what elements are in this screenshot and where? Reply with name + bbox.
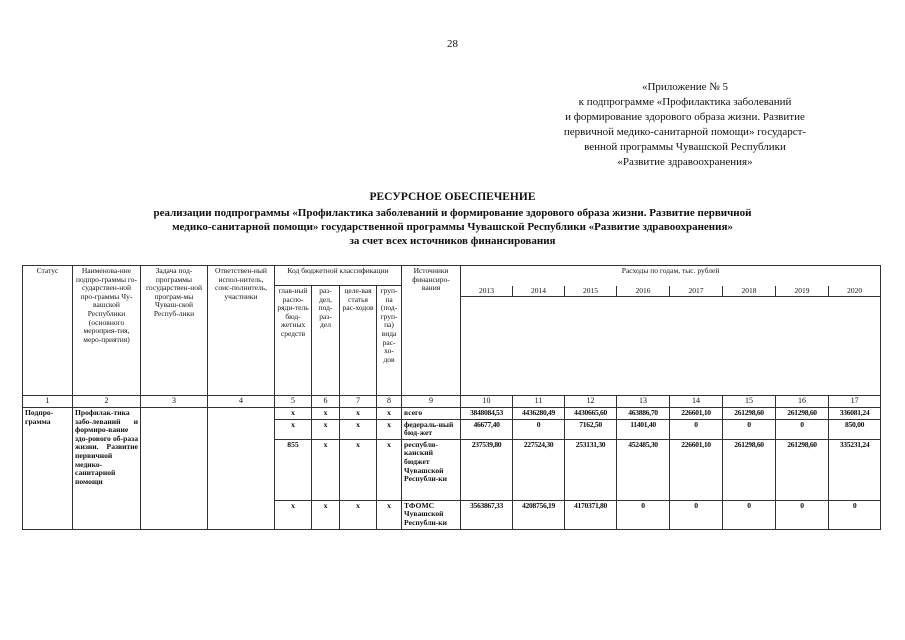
code-cell: x: [275, 419, 312, 439]
value-cell: 0: [776, 500, 829, 529]
document-subtitle: [40, 206, 865, 248]
document-title: РЕСУРСНОЕ ОБЕСПЕЧЕНИЕ: [369, 191, 536, 203]
appendix-note: [515, 80, 855, 170]
value-cell: 46677,40: [461, 419, 513, 439]
code-cell: x: [312, 500, 340, 529]
subtitle-line: медико-санитарной помощи» государственной программы Чувашской Республики «Развитие здравоохранения»: [172, 221, 733, 233]
column-number: 7: [340, 396, 377, 408]
value-cell: 261298,60: [723, 439, 776, 500]
column-number: 16: [776, 396, 829, 408]
subtitle-line: реализации подпрограммы «Профилактика заболеваний и формирование здорового образа жизни. Развитие первичной: [153, 207, 752, 219]
header-expenses: Расходы по годам, тыс. рублей: [461, 266, 881, 286]
value-cell: 3563867,33: [461, 500, 513, 529]
source-cell: всего: [402, 408, 461, 420]
page-number: 28: [447, 38, 458, 50]
header-year: 2017: [670, 286, 723, 297]
column-number: 3: [141, 396, 208, 408]
value-cell: 4436280,49: [513, 408, 565, 420]
column-number: 8: [377, 396, 402, 408]
value-cell: 0: [723, 500, 776, 529]
value-cell: 0: [670, 500, 723, 529]
appendix-line: к подпрограмме «Профилактика заболеваний: [578, 96, 792, 108]
code-cell: x: [377, 500, 402, 529]
appendix-line: «Развитие здравоохранения»: [617, 156, 753, 168]
value-cell: 261298,60: [723, 408, 776, 420]
value-cell: 237539,80: [461, 439, 513, 500]
subtitle-line: за счет всех источников финансирования: [349, 235, 556, 247]
code-cell: x: [312, 439, 340, 500]
appendix-line: первичной медико-санитарной помощи» государст-: [563, 126, 807, 138]
column-number: 15: [723, 396, 776, 408]
value-cell: 11401,40: [617, 419, 670, 439]
code-cell: x: [377, 419, 402, 439]
value-cell: 227524,30: [513, 439, 565, 500]
column-number: 9: [402, 396, 461, 408]
value-cell: 4170371,80: [565, 500, 617, 529]
column-number: 2: [73, 396, 141, 408]
value-cell: 226601,10: [670, 408, 723, 420]
column-number: 12: [565, 396, 617, 408]
value-cell: 0: [776, 419, 829, 439]
header-year: 2013: [461, 286, 513, 297]
source-cell: республи-канский бюджет Чувашской Республи-ки: [402, 439, 461, 500]
code-cell: x: [275, 500, 312, 529]
code-cell: x: [377, 439, 402, 500]
header-source: Источники финансиро-вания: [402, 266, 461, 396]
header-year: 2018: [723, 286, 776, 297]
code-cell: x: [340, 439, 377, 500]
header-year: 2014: [513, 286, 565, 297]
value-cell: 0: [670, 419, 723, 439]
value-cell: 253131,30: [565, 439, 617, 500]
column-number: 17: [829, 396, 881, 408]
header-code-section: раз-дел, под-раз-дел: [312, 286, 340, 396]
value-cell: 226601,10: [670, 439, 723, 500]
subprogram-name-cell: Профилак-тика забо-леваний и формиро-вание здо-рового об-раза жизни. Развитие первичной медико-санитарной помощи: [73, 408, 141, 530]
column-number: 5: [275, 396, 312, 408]
value-cell: 0: [723, 419, 776, 439]
resource-table: [22, 265, 881, 530]
column-number-row: [23, 396, 881, 408]
source-cell: федераль-ный бюд-жет: [402, 419, 461, 439]
source-cell: ТФОМС Чувашской Республи-ки: [402, 500, 461, 529]
header-name: Наименова-ние подпро-граммы го-сударствен-ной про-граммы Чу-вашской Республики (основного мероприя-тия, меро-приятия): [73, 266, 141, 396]
appendix-line: венной программы Чувашской Республики: [584, 141, 786, 153]
executor-cell: [208, 408, 275, 530]
header-spacer: [461, 297, 881, 396]
header-row: [23, 266, 881, 286]
code-cell: x: [312, 408, 340, 420]
code-cell: 855: [275, 439, 312, 500]
header-code-gr: глав-ный распо-ряди-тель бюд-жетных средств: [275, 286, 312, 396]
header-year: 2019: [776, 286, 829, 297]
value-cell: 850,00: [829, 419, 881, 439]
value-cell: 7162,50: [565, 419, 617, 439]
column-number: 13: [617, 396, 670, 408]
appendix-line: и формирование здорового образа жизни. Развитие: [565, 111, 805, 123]
value-cell: 0: [513, 419, 565, 439]
value-cell: 0: [829, 500, 881, 529]
code-cell: x: [340, 500, 377, 529]
status-cell: Подпро-грамма: [23, 408, 73, 530]
column-number: 6: [312, 396, 340, 408]
header-year: 2015: [565, 286, 617, 297]
column-number: 1: [23, 396, 73, 408]
header-task: Задача под-программы государствен-ной програм-мы Чуваш-ской Респуб-лики: [141, 266, 208, 396]
header-executor: Ответствен-ный испол-нитель, соис-полнитель, участники: [208, 266, 275, 396]
column-number: 11: [513, 396, 565, 408]
code-cell: x: [340, 419, 377, 439]
code-cell: x: [275, 408, 312, 420]
value-cell: 463886,70: [617, 408, 670, 420]
value-cell: 261298,60: [776, 439, 829, 500]
value-cell: 452485,30: [617, 439, 670, 500]
value-cell: 4430665,60: [565, 408, 617, 420]
value-cell: 261298,60: [776, 408, 829, 420]
value-cell: 4208756,19: [513, 500, 565, 529]
header-year: 2016: [617, 286, 670, 297]
value-cell: 0: [617, 500, 670, 529]
header-year: 2020: [829, 286, 881, 297]
value-cell: 3848084,53: [461, 408, 513, 420]
value-cell: 335231,24: [829, 439, 881, 500]
header-code-article: целе-вая статья рас-ходов: [340, 286, 377, 396]
column-number: 10: [461, 396, 513, 408]
task-cell: [141, 408, 208, 530]
table-row: [23, 408, 881, 420]
appendix-line: «Приложение № 5: [641, 81, 729, 93]
code-cell: x: [340, 408, 377, 420]
column-number: 14: [670, 396, 723, 408]
header-code-group: груп-па (под-груп-па) вида рас-хо-дов: [377, 286, 402, 396]
header-status: Статус: [23, 266, 73, 396]
value-cell: 336081,24: [829, 408, 881, 420]
header-budget-code: Код бюджетной классификации: [275, 266, 402, 286]
code-cell: x: [312, 419, 340, 439]
code-cell: x: [377, 408, 402, 420]
column-number: 4: [208, 396, 275, 408]
